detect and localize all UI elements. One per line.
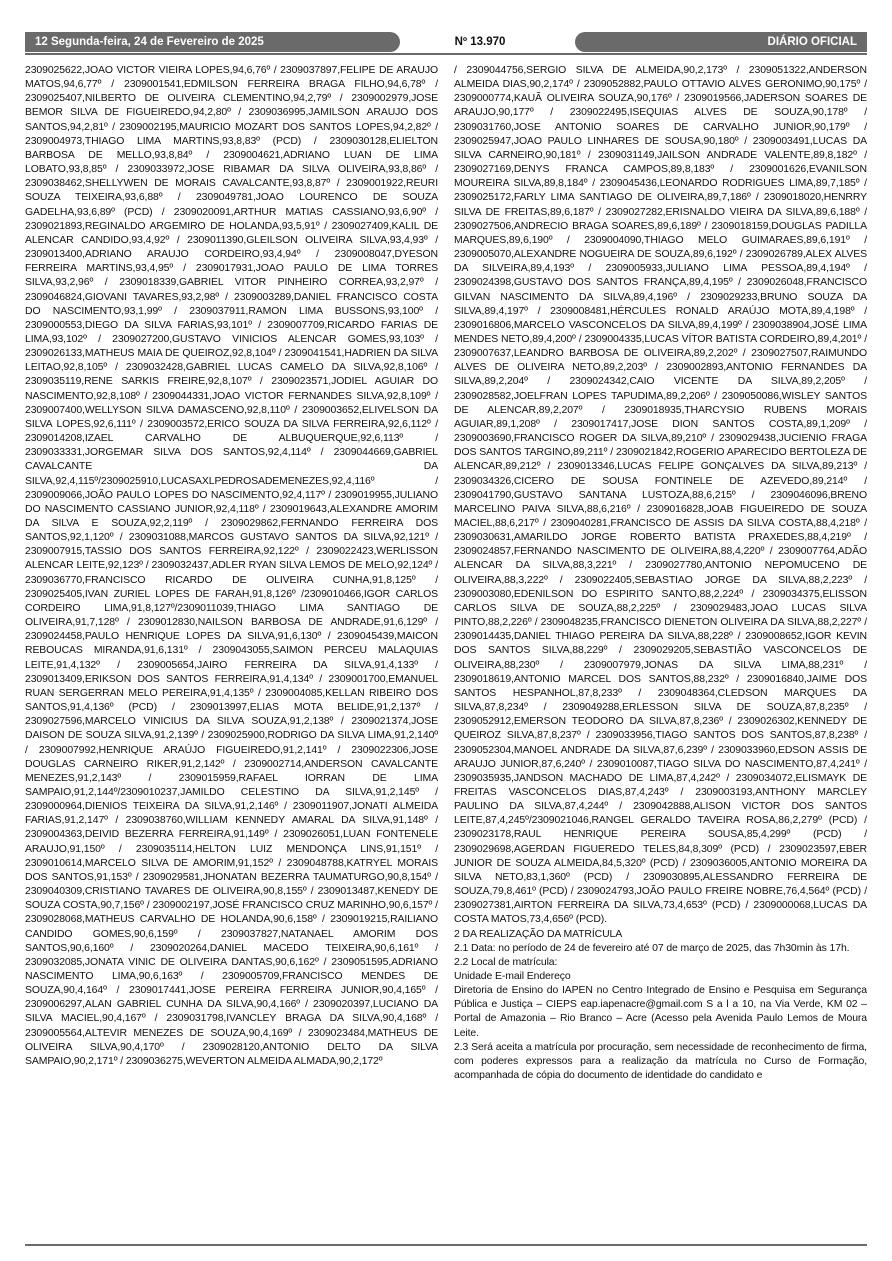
two-column-body	[25, 64, 867, 1240]
header-journal-title: DIÁRIO OFICIAL	[575, 32, 867, 52]
header-rule	[25, 53, 867, 55]
candidate-list-right: / 2309044756,SERGIO SILVA DE ALMEIDA,90,2,173º / 2309051322,ANDERSON ALMEIDA DIAS,90,2,174º / 2309052882,PAULO OTTAVIO ALVES GERONIMO,90,175º / 2309000774,KAUÃ OLIVEIRA SOUZA,90,176º / 2309019566,JADERSON SOARES DE ARAUJO,90,177º / 2309022495,ISEQUIAS ALVES DE SOUZA,90,178º / 2309031760,JOSE ANTONIO SOARES DE CARVALHO JUNIOR,90,179º / 2309025947,JOAO PAULO LINHARES DE SOUSA,90,180º / 2309003491,LUCAS DA SILVA CARNEIRO,90,181º / 2309031149,JAILSON ANDRADE VALENTE,89,8,182º / 2309027169,DENYS FRANCA CAMPOS,89,8,183º / 2309001626,EVANILSON MOUREIRA SILVA,89,8,184º / 2309045436,LEONARDO RODRIGUES LIMA,89,7,185º / 2309025172,FARLY LIMA SANTIAGO DE OLIVEIRA,89,7,186º / 2309018020,HENRRY SILVA DE FREITAS,89,6,187º / 2309027282,ERISNALDO VIEIRA DA SILVA,89,6,188º / 2309027506,ANDRECIO BRAGA SOARES,89,6,189º / 2309018159,DOUGLAS PADILLA MARQUES,89,6,190º / 2309004090,THIAGO MELO GUIMARAES,89,6,191º / 2309005070,ALEXANDRE NOGUEIRA DE SOUZA,89,6,192º / 2309026789,ALEX ALVES DA SILVEIRA,89,4,193º / 2309005933,JULIANO LIMA PESSOA,89,4,194º / 2309024398,GUSTAVO DOS SANTOS FRANÇA,89,4,195º / 2309026048,FRANCISCO GILVAN NASCIMENTO DA SILVA,89,4,196º / 2309029233,BRUNO SOUZA DA SILVA,89,4,197º / 2309008481,HÉRCULES RONALD ARAÚJO MOTA,89,4,198º / 2309016806,MARCELO VASCONCELOS DA SILVA,89,4,199º / 2309038904,JOSÉ LIMA MENDES NETO,89,4,200º / 2309004335,LUCAS VÍTOR BATISTA CORDEIRO,89,4,201º / 2309007637,LEANDRO BARBOSA DE OLIVEIRA,89,2,202º / 2309027507,RAIMUNDO ALVES DE OLIVEIRA NETO,89,2,203º / 2309002893,ANTONIO FERNANDES DA SILVA,89,2,204º / 2309024342,CAIO VICENTE DA SILVA,89,2,205º / 2309028582,JOELFRAN LOPES TAPUDIMA,89,2,206º / 2309050086,WISLEY SANTOS DE ALENCAR,89,2,207º / 2309018935,THARCYSIO RUBENS MORAIS AGUIAR,89,1,208º / 2309017417,JOSE DION SANTOS COSTA,89,1,209º / 2309003690,FRANCISCO ROGER DA SILVA,89,210º / 2309029438,JUCIENIO FRAGA DOS SANTOS TARGINO,89,211º / 2309021842,ROGERIO APARECIDO BERTOLEZA DE ALENCAR,89,212º / 2309013346,LUCAS FELIPE GONÇALVES DA SILVA,89,213º / 2309034326,CICERO DE SOUSA FONTINELE DE AZEVEDO,89,214º / 2309041790,GUSTAVO SANTANA LUSTOZA,88,6,215º / 2309046096,BRENO MARCELINO PAIVA SILVA,88,6,216º / 2309016828,JOAB FIGUEIREDO DE SOUZA MACIEL,88,6,217º / 2309040281,FRANCISCO DE ASSIS DA SILVA COSTA,88,4,218º / 2309030631,AMARILDO JORGE ROBERTO BATISTA PRAXEDES,88,4,219º / 2309024857,FERNANDO NASCIMENTO DE OLIVEIRA,88,4,220º / 2309007764,ADÃO ALENCAR DA SILVA,88,3,221º / 2309027780,ANTONIO NEPOMUCENO DE OLIVEIRA,88,3,222º / 2309022405,SEBASTIAO JORGE DA SILVA,88,2,223º / 2309003080,EDENILSON DO ESPIRITO SANTO,88,2,224º / 2309034375,ELISSON CARLOS SILVA DE SOUZA,88,2,225º / 2309029483,JOAO LUCAS SILVA PINTO,88,2,226º / 2309048235,FRANCISCO DIENETON OLIVEIRA DA SILVA,88,2,227º / 2309014435,DANIEL THIAGO PEREIRA DA SILVA,88,228º / 2309008652,IGOR KEVIN DOS SANTOS SILVA,88,229º / 2309029205,SEBASTIÃO VASCONCELOS DE OLIVEIRA,88,230º / 2309007979,JONAS DA SILVA LIMA,88,231º / 2309018619,ANTONIO MARCEL DOS SANTOS,88,232º / 2309016840,JAIME DOS SANTOS HESPANHOL,87,8,233º / 2309048364,CLEDSON MARQUES DA SILVA,87,8,234º / 2309049288,ERLESSON SILVA DE SOUZA,87,8,235º / 2309052912,EMERSON TEODORO DA SILVA,87,8,236º / 2309026302,KENNEDY DE QUEIROZ SILVA,87,8,237º / 2309033956,TIAGO SANTOS DOS SANTOS,87,8,238º / 2309052304,MANOEL ANDRADE DA SILVA,87,6,239º / 2309033960,EDSON ASSIS DE ARAUJO JUNIOR,87,6,240º / 2309010087,TIAGO SILVA DO NASCIMENTO,87,4,241º / 2309035935,JANDSON MACHADO DE LIMA,87,4,242º / 2309034072,ELISMAYK DE FREITAS VASCONCELOS DIAS,87,4,243º / 2309003193,ANTHONY MARCLEY PAULINO DA SILVA,87,4,244º / 2309042888,ALISON VICTOR DOS SANTOS LEITE,87,4,245º/2309021046,RANGEL GERALDO TAVEIRA ROSA,86,2,279º (PCD) / 2309023178,RAUL HENRIQUE PEREIRA SOUSA,85,4,299º (PCD) / 2309029698,AGERDAN FIGUEREDO TELES,84,8,309º (PCD) / 2309023597,EBER JUNIOR DE SOUZA ALMEIDA,84,5,320º (PCD) / 2309036005,ANTONIO MOREIRA DA SILVA NETO,83,1,360º (PCD) / 2309030895,ALESSANDRO FERREIRA DE SOUZA,79,8,461º (PCD) / 2309024793,JOÃO PAULO FREIRE NOBRE,76,4,564º (PCD) / 2309027381,AIRTON FERREIRA DA SILVA,73,4,653º (PCD) / 2309000068,LUCAS DA COSTA MATOS,73,4,656º (PCD).	[454, 65, 867, 926]
section-2-2-title: 2.2 Local de matrícula:	[454, 956, 558, 968]
enrollment-table-row: Diretoria de Ensino do IAPEN no Centro Integrado de Ensino e Pesquisa em Segurança Pública e Justiça – CIEPS eap.iapenacre@gmail.com S a l a 10, na Via Verde, KM 02 – Portal de Amazonia – Rio Branco – Acre (Acesso pela Avenida Paulo Lemos de Moura Leite.	[454, 985, 867, 1039]
section-2-heading: 2 DA REALIZAÇÃO DA MATRÍCULA	[454, 928, 623, 940]
section-2-3: 2.3 Será aceita a matrícula por procuração, sem necessidade de reconhecimento de firma, com poderes expressos para a realização da matrícula no Curso de Formação, acompanhada de cópia do documento de identidade do candidato e	[454, 1041, 867, 1082]
candidate-list-left: 2309025622,JOAO VICTOR VIEIRA LOPES,94,6,76º / 2309037897,FELIPE DE ARAUJO MATOS,94,6,77º / 2309001541,EDMILSON FERREIRA BRAGA FILHO,94,6,78º / 2309025407,NILBERTO DE OLIVEIRA CLEMENTINO,94,2,79º / 2309002979,JOSE BEMOR SILVA DE FIGUEIREDO,94,2,80º / 2309036995,JAMILSON ARAUJO DOS SANTOS,94,2,81º / 2309002195,MAURICIO MOZART DOS SANTOS LOPES,94,2,82º / 2309004973,THIAGO LIMA MARTINS,93,8,83º (PCD) / 2309030128,ELIELTON BARBOSA DE MELLO,93,8,84º / 2309004621,ADRIANO LUAN DE LIMA LOBATO,93,8,85º / 2309033972,JOSE RIBAMAR DA SILVA OLIVEIRA,93,8,86º / 2309038462,SHELLYWEN DE MORAIS CAVALCANTE,93,8,87º / 2309001922,REURI SOUZA TEIXEIRA,93,6,88º / 2309049781,JOAO LOURENCO DE SOUZA GADELHA,93,6,89º (PCD) / 2309020091,ARTHUR MATIAS CASSIANO,93,6,90º / 2309021893,REGINALDO ARGEMIRO DE HOLANDA,93,5,91º / 2309027409,KALIL DE ALENCAR CANDIDO,93,4,92º / 2309011390,GLEILSON OLIVEIRA SILVA,93,4,93º / 2309013400,ADRIANO ARAUJO CORDEIRO,93,4,94º / 2309008047,DYESON FERREIRA MARTINS,93,4,95º / 2309017931,JOAO PAULO DE LIMA TORRES SILVA,93,2,96º / 2309018339,GABRIEL VITOR PINHEIRO CORREA,93,2,97º / 2309046824,GIOVANI TAVARES,93,2,98º / 2309003289,DANIEL FRANCISCO COSTA DO NASCIMENTO,93,1,99º / 2309037911,RAMON LIMA BUSSONS,93,100º / 2309000553,DIEGO DA SILVA FARIAS,93,101º / 2309007709,RICARDO FARIAS DE LIMA,93,102º / 2309027200,GUSTAVO VINICIOS ALENCAR GOMES,93,103º / 2309026133,MATHEUS MAIA DE QUEIROZ,92,8,104º / 2309041541,HADRIEN DA SILVA LEITAO,92,8,105º / 2309032428,GABRIEL LUCAS CAMELO DA SILVA,92,8,106º / 2309035119,RENE SARKIS FREIRE,92,8,107º / 2309023571,JODIEL AGUIAR DO NASCIMENTO,92,8,108º / 2309044331,JOAO VICTOR FERNANDES SILVA,92,8,109º / 2309007400,WELLYSON SILVA DAMASCENO,92,8,110º / 2309003652,ELIVELSON DA SILVA LOPES,92,6,111º / 2309003572,ERICO SOUZA DA SILVA FERREIRA,92,6,112º / 2309014208,IZAEL CARVALHO DE ALBUQUERQUE,92,6,113º / 2309033331,JORGEMAR SILVA DOS SANTOS,92,4,114º / 2309044669,GABRIEL CAVALCANTE DA SILVA,92,4,115º/2309025910,LUCASAXLPEDROSADEMENEZES,92,4,116º / 2309009066,JOÃO PAULO LOPES DO NASCIMENTO,92,4,117º / 2309019955,JULIANO DO NASCIMENTO CASSIANO JUNIOR,92,4,118º / 2309019643,ALEXANDRE AMORIM DA SILVA E SOUZA,92,2,119º / 2309029862,FERNANDO FERREIRA DOS SANTOS,92,1,120º / 2309031088,MARCOS GUSTAVO SANTOS DA SILVA,92,121º / 2309007915,TASSIO DOS SANTOS FERREIRA,92,122º / 2309022423,WERLISSON ALENCAR LEITE,92,123º / 2309032437,ADLER RYAN SILVA LEMOS DE MELO,92,124º / 2309036770,FRANCISCO RICARDO DE OLIVEIRA CUNHA,91,8,125º / 2309025405,IVAN ZURIEL LOPES DE FARAH,91,8,126º /2309010466,IGOR CARLOS CORDEIRO LIMA,91,8,127º/2309011039,THIAGO LIMA SANTIAGO DE OLIVEIRA,91,7,128º / 2309012830,NAILSON BARBOSA DE ANDRADE,91,6,129º / 2309024458,PAULO HENRIQUE LOPES DA SILVA,91,6,130º / 2309045439,MAICON REBOUCAS MIRANDA,91,6,131º / 2309043055,SAIMON PERCEU MALAQUIAS LEITE,91,4,132º / 2309005654,JAIRO FERREIRA DA SILVA,91,4,133º / 2309013409,ERIKSON DOS SANTOS FERREIRA,91,4,134º / 2309001700,EMANUEL RUAN SERGERRAN MELO PEREIRA,91,4,135º / 2309004085,KELLAN RIBEIRO DOS SANTOS,91,4,136º (PCD) / 2309013997,ELIAS MOTA BELIDE,91,2,137º / 2309027596,MARCELO VINICIUS DA SILVA SOUZA,91,2,138º / 2309021374,JOSE DAISON DE SOUZA SILVA,91,2,139º / 2309025900,RODRIGO DA SILVA LIMA,91,2,140º / 2309007992,HENRIQUE ARAÚJO FIGUEIREDO,91,2,141º / 2309022306,JOSE DOUGLAS CARNEIRO RIKER,91,2,142º / 2309002714,ANDERSON CAVALCANTE MENEZES,91,2,143º / 2309015959,RAFAEL IORRAN DE LIMA SAMPAIO,91,2,144º/2309010237,JAMILDO CELESTINO DA SILVA,91,2,145º / 2309000964,DIENIOS TEIXEIRA DA SILVA,91,2,146º / 2309011907,JONATI ALMEIDA FARIAS,91,2,147º / 2309038760,WILLIAM KENNEDY AMARAL DA SILVA,91,148º / 2309004363,DEIVID BEZERRA FERREIRA,91,149º / 2309026051,LUAN FONTENELE ARAUJO,91,150º / 2309035114,HELTON LUIZ MENDONÇA LINS,91,151º / 2309010614,MARCELO SILVA DE AMORIM,91,152º / 2309048788,KATRYEL MORAIS DOS SANTOS,91,153º / 2309029581,JHONATAN BEZERRA TAUMATURGO,90,8,154º / 2309040309,CRISTIANO TAVARES DE OLIVEIRA,90,8,155º / 2309013487,KENEDY DE SOUZA COSTA,90,7,156º / 2309002197,JOSÉ FRANCISCO CRUZ MARINHO,90,6,157º / 2309028068,MATHEUS CARVALHO DE HOLANDA,90,6,158º / 2309019215,RAILIANO CANDIDO GOMES,90,6,159º / 2309037827,NATANAEL AMORIM DOS SANTOS,90,6,160º / 2309020264,DANIEL MACEDO TEIXEIRA,90,6,161º / 2309032085,JONATA VINIC DE OLIVEIRA DANTAS,90,6,162º / 2309051595,ADRIANO NASCIMENTO LIMA,90,6,163º / 2309005709,FRANCISCO MENDES DE SOUZA,90,4,164º / 2309017441,JOSE PEREIRA FERREIRA JUNIOR,90,4,165º / 2309006297,ALAN GABRIEL CUNHA DA SILVA,90,4,166º / 2309020397,LUCIANO DA SILVA MACIEL,90,4,167º / 2309031798,IVANCLEY BRAGA DA SILVA,90,4,168º / 2309005564,ALTEVIR MENEZES DE SOUZA,90,4,169º / 2309023484,MATHEUS DE OLIVEIRA SILVA,90,4,170º / 2309028120,ANTONIO DELTO DA SILVA SAMPAIO,90,2,171º / 2309036275,WEVERTON ALMEIDA ALMADA,90,2,172º	[25, 65, 438, 1067]
page-header	[25, 32, 867, 52]
header-page-date: 12 Segunda-feira, 24 de Fevereiro de 2025	[25, 32, 400, 52]
enrollment-table-header: Unidade E-mail Endereço	[454, 971, 571, 982]
section-2-1: 2.1 Data: no período de 24 de fevereiro até 07 de março de 2025, das 7h30min às 17h.	[454, 942, 850, 954]
right-column	[454, 64, 867, 1240]
left-column	[25, 64, 438, 1240]
footer-rule	[25, 1244, 867, 1246]
header-edition-number: Nº 13.970	[454, 36, 506, 48]
